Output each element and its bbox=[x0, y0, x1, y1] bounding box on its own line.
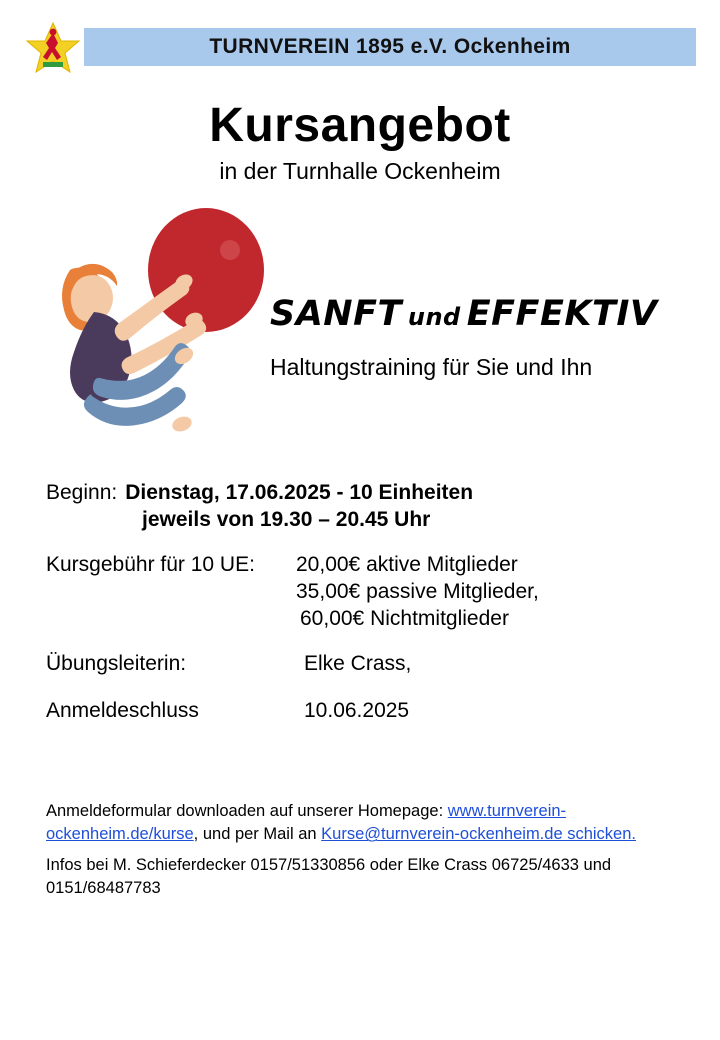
fee-label: Kursgebühr für 10 UE: bbox=[46, 553, 255, 576]
footer-info bbox=[46, 800, 660, 901]
deadline-label: Anmeldeschluss bbox=[46, 699, 199, 722]
page-title: Kursangebot bbox=[209, 99, 511, 152]
leader-row bbox=[46, 653, 686, 674]
fee-value-active: 20,00€ aktive Mitglieder bbox=[296, 553, 518, 576]
begin-time: jeweils von 19.30 – 20.45 Uhr bbox=[142, 508, 431, 531]
deadline-value: 10.06.2025 bbox=[304, 699, 410, 722]
spacer-1 bbox=[46, 530, 686, 554]
page-subtitle: in der Turnhalle Ockenheim bbox=[219, 158, 501, 184]
turnverein-logo-icon bbox=[25, 21, 81, 75]
footer-contact-text: Infos bei M. Schieferdecker 0157/51330856 oder Elke Crass 06725/4633 und 0151/68487783 bbox=[46, 855, 612, 898]
header-title: TURNVEREIN 1895 e.V. Ockenheim bbox=[209, 35, 571, 58]
fee-value-passive: 35,00€ passive Mitglieder, bbox=[296, 580, 539, 603]
course-name bbox=[270, 294, 700, 334]
footer-text-1: Anmeldeformular downloaden auf unserer Homepage: bbox=[46, 802, 448, 820]
fee-block bbox=[46, 554, 686, 629]
header-band bbox=[84, 28, 696, 66]
fee-value-nonmember: 60,00€ Nichtmitglieder bbox=[300, 607, 509, 630]
email-link[interactable]: Kurse@turnverein-ockenheim.de schicken. bbox=[321, 825, 636, 844]
spacer-2 bbox=[46, 629, 686, 653]
course-name-part2: EFFEKTIV bbox=[466, 294, 658, 334]
leader-label: Übungsleiterin: bbox=[46, 652, 187, 675]
footer-text-2: , und per Mail an bbox=[193, 825, 322, 844]
course-name-conjunction: und bbox=[407, 303, 461, 331]
deadline-row bbox=[46, 700, 686, 721]
spacer-3 bbox=[46, 676, 686, 700]
course-details bbox=[46, 482, 686, 723]
course-tagline: Haltungstraining für Sie und Ihn bbox=[270, 354, 593, 380]
leader-value: Elke Crass, bbox=[304, 652, 412, 675]
fee-row-1 bbox=[46, 554, 686, 575]
begin-label: Beginn: bbox=[46, 481, 118, 504]
footer-registration-text bbox=[46, 800, 660, 847]
course-name-part1: SANFT bbox=[270, 294, 402, 334]
homepage-link[interactable]: www.turnverein-ockenheim.de/kurse bbox=[46, 802, 567, 844]
begin-row bbox=[46, 482, 686, 503]
begin-value: Dienstag, 17.06.2025 - 10 Einheiten bbox=[125, 481, 474, 504]
